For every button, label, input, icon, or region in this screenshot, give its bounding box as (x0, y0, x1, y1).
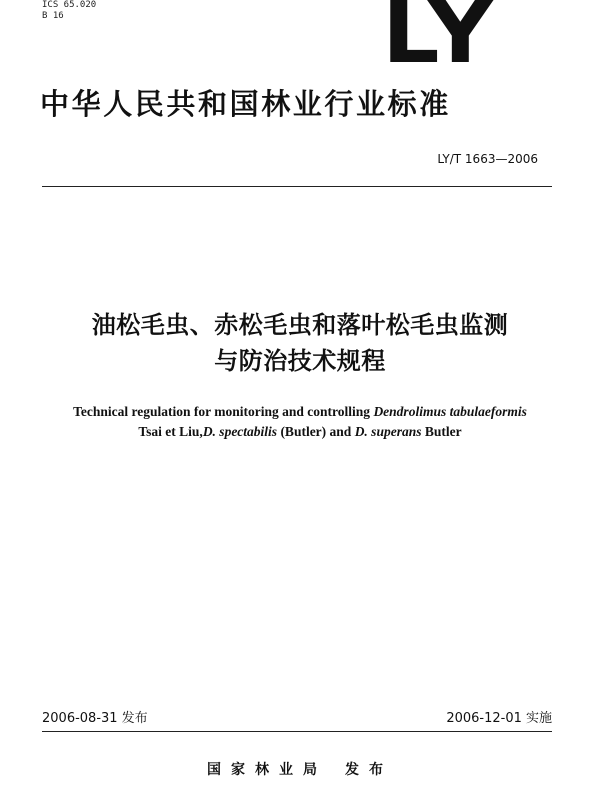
publisher-name: 国家林业局 (207, 762, 327, 778)
ly-logo: LY (382, 0, 496, 83)
publisher-line (0, 761, 600, 779)
implementation-date: 2006-12-01 实施 (446, 711, 552, 726)
title-en-line2-species-a: D. spectabilis (202, 424, 278, 439)
title-en-line1 (0, 402, 600, 422)
standard-number: LY/T 1663—2006 (437, 152, 538, 166)
title-en-line2-end: Butler (421, 424, 462, 439)
issue-date: 2006-08-31 发布 (42, 711, 148, 726)
bottom-rule (42, 731, 552, 732)
title-en-line1-text: Technical regulation for monitoring and controlling (73, 404, 374, 419)
title-en-line2-mid: (Butler) and (277, 424, 355, 439)
title-zh-line1: 油松毛虫、赤松毛虫和落叶松毛虫监测 (91, 311, 509, 339)
title-zh-line2: 与防治技术规程 (214, 347, 386, 375)
title-en-line2-species-b: D. superans (354, 424, 422, 439)
title-en-line1-species: Dendrolimus tabulaeformis (373, 404, 527, 419)
title-en-line2-author: Tsai et Liu, (138, 424, 203, 439)
agency-title: 中华人民共和国林业行业标准 (40, 87, 451, 121)
title-en-line2 (0, 422, 600, 442)
top-rule (42, 186, 552, 187)
ccs-code: B 16 (42, 11, 64, 21)
ics-code: ICS 65.020 (42, 0, 97, 10)
publish-verb: 发布 (345, 762, 393, 778)
